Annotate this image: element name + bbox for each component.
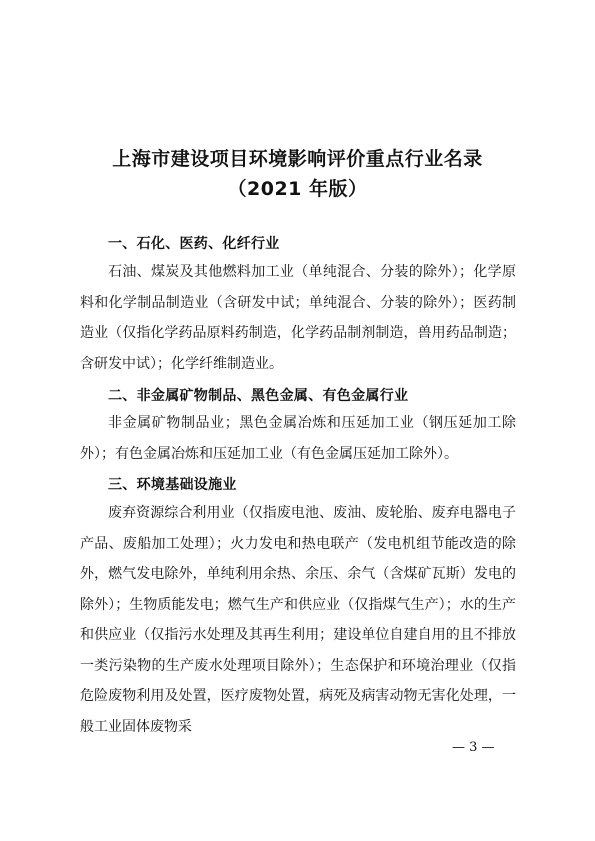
document-title: 上海市建设项目环境影响评价重点行业名录 [112, 148, 483, 170]
section-heading-metals: 二、非金属矿物制品、黑色金属、有色金属行业 [108, 388, 409, 404]
section-body-environmental-infrastructure: 废弃资源综合利用业（仅指废电池、废油、废轮胎、废弃电器电子产品、废船加工处理）；火力发电和热电联产（发电机组节能改造的除外，燃气发电除外，单纯利用余热、余压、余气（含煤矿瓦斯）发电的除外）；生物质能发电；燃气生产和供应业（仅指煤气生产）；水的生产和供应业（仅指污水处理及其再生利用；建设单位自建自用的且不排放一类污染物的生产废水处理项目除外）；生态保护和环境治理业（仅指危险废物利用及处置，医疗废物处置，病死及病害动物无害化处理，一般工业固体废物采 [80, 505, 516, 735]
section-body-petrochemical: 石油、煤炭及其他燃料加工业（单纯混合、分装的除外）；化学原料和化学制品制造业（含研发中试；单纯混合、分装的除外）；医药制造业（仅指化学药品原料药制造，化学药品制剂制造，兽用药品制造；含研发中试）；化学纤维制造业。 [80, 264, 516, 372]
section-body-metals: 非金属矿物制品业；黑色金属冶炼和压延加工业（钢压延加工除外）；有色金属冶炼和压延加工业（有色金属压延加工除外）。 [80, 415, 516, 462]
section-heading-environmental-infrastructure: 三、环境基础设施业 [108, 477, 237, 493]
page-number: — 3 — [452, 740, 495, 755]
section-heading-petrochemical: 一、石化、医药、化纤行业 [108, 236, 280, 252]
document-subtitle: （2021 年版） [227, 178, 368, 200]
